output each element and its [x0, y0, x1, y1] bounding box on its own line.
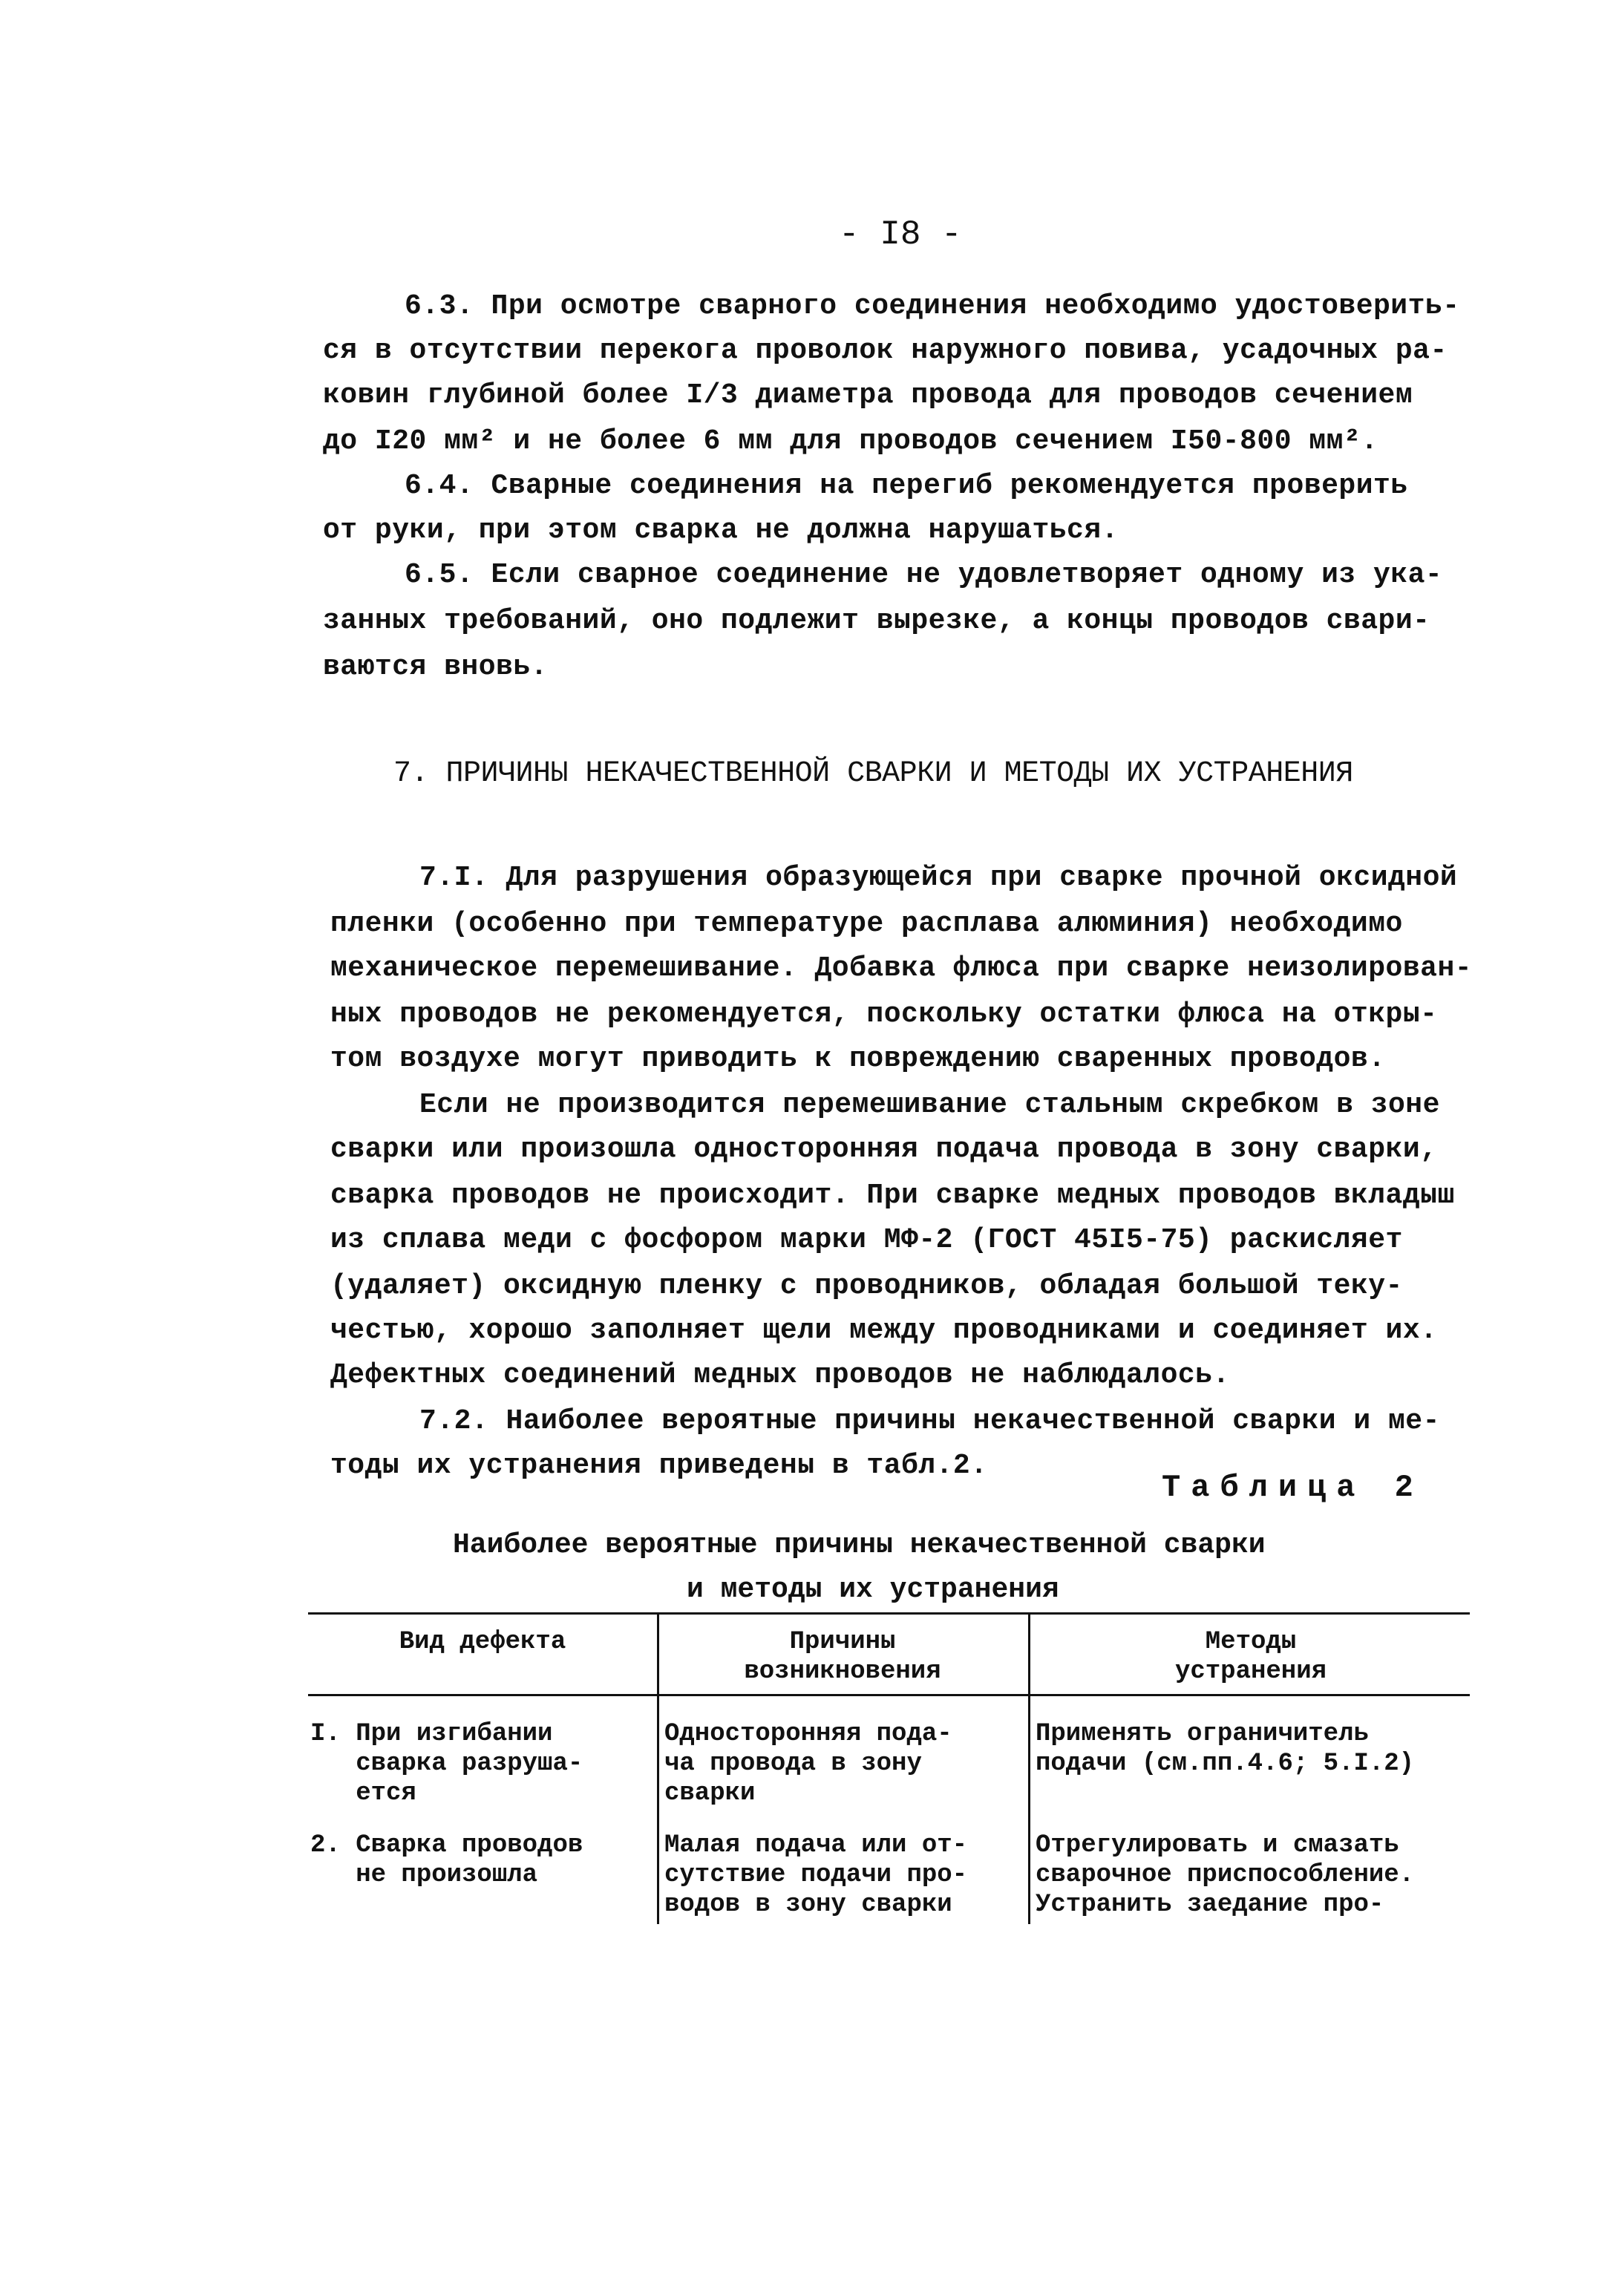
table-caption: Наиболее вероятные причины некачественной сварки: [453, 1529, 1266, 1561]
table-label: Таблица 2: [1162, 1470, 1424, 1505]
table-cell-method: Отрегулировать и смазать сварочное приспособление. Устранить заедание про-: [1036, 1831, 1415, 1919]
table-cell-cause: Малая подача или от- сутствие подачи про- водов в зону сварки: [664, 1831, 968, 1919]
paragraph-line: механическое перемешивание. Добавка флюса при сварке неизолирован-: [330, 952, 1473, 984]
paragraph-line: ковин глубиной более I/3 диаметра провода для проводов сечением: [323, 379, 1413, 411]
paragraph-line: сварки или произошла односторонняя подача провода в зону сварки,: [330, 1134, 1438, 1165]
paragraph-line: Дефектных соединений медных проводов не наблюдалось.: [330, 1359, 1230, 1391]
paragraph-line: 7.2. Наиболее вероятные причины некачественной сварки и ме-: [419, 1405, 1440, 1437]
paragraph-line: (удаляет) оксидную пленку с проводников, обладая большой теку-: [330, 1270, 1403, 1302]
paragraph-line: том воздухе могут приводить к повреждению сваренных проводов.: [330, 1043, 1386, 1075]
paragraph-line: 7.I. Для разрушения образующейся при сварке прочной оксидной: [419, 862, 1458, 894]
page-number: - I8 -: [839, 215, 962, 254]
table-column-divider: [657, 1612, 659, 1924]
table-header-cell: Методы устранения: [1174, 1628, 1327, 1686]
paragraph-line: честью, хорошо заполняет щели между проводниками и соединяет их.: [330, 1315, 1438, 1347]
paragraph-line: из сплава меди с фосфором марки МФ-2 (ГОСТ 45I5-75) раскисляет: [330, 1224, 1403, 1256]
table-cell-cause: Односторонняя пода- ча провода в зону сварки: [664, 1720, 952, 1808]
table-header-rule: [308, 1694, 1470, 1696]
table-cell-defect: I. При изгибании сварка разруша- ется: [310, 1720, 583, 1808]
paragraph-line: пленки (особенно при температуре расплава алюминия) необходимо: [330, 908, 1403, 940]
paragraph-line: тоды их устранения приведены в табл.2.: [330, 1450, 988, 1482]
table-cell-method: Применять ограничитель подачи (см.пп.4.6; 5.I.2): [1036, 1720, 1415, 1778]
paragraph-line: 6.4. Сварные соединения на перегиб рекомендуется проверить: [405, 470, 1408, 502]
table-column-divider: [1028, 1612, 1030, 1924]
table-cell-defect: 2. Сварка проводов не произошла: [310, 1831, 583, 1889]
paragraph-line: 6.3. При осмотре сварного соединения необходимо удостоверить-: [405, 290, 1460, 322]
table-top-rule: [308, 1612, 1470, 1615]
table-header-cell: Причины возникновения: [744, 1628, 941, 1686]
paragraph-line: от руки, при этом сварка не должна нарушаться.: [323, 514, 1119, 546]
paragraph-line: занных требований, оно подлежит вырезке, а концы проводов свари-: [323, 605, 1430, 637]
paragraph-line: ся в отсутствии перекога проволок наружного повива, усадочных ра-: [323, 335, 1448, 367]
paragraph-line: Если не производится перемешивание стальным скребком в зоне: [419, 1089, 1440, 1121]
section-heading: 7. ПРИЧИНЫ НЕКАЧЕСТВЕННОЙ СВАРКИ И МЕТОДЫ ИХ УСТРАНЕНИЯ: [393, 757, 1353, 791]
table-caption: и методы их устранения: [687, 1574, 1059, 1606]
paragraph-line: сварка проводов не происходит. При сварке медных проводов вкладыш: [330, 1180, 1455, 1211]
paragraph-line: 6.5. Если сварное соединение не удовлетворяет одному из ука-: [405, 559, 1443, 591]
paragraph-line: до I20 мм² и не более 6 мм для проводов сечением I50-800 мм².: [323, 425, 1378, 457]
paragraph-line: ваются вновь.: [323, 651, 548, 683]
paragraph-line: ных проводов не рекомендуется, поскольку остатки флюса на откры-: [330, 998, 1438, 1030]
table-header-cell: Вид дефекта: [399, 1628, 566, 1656]
